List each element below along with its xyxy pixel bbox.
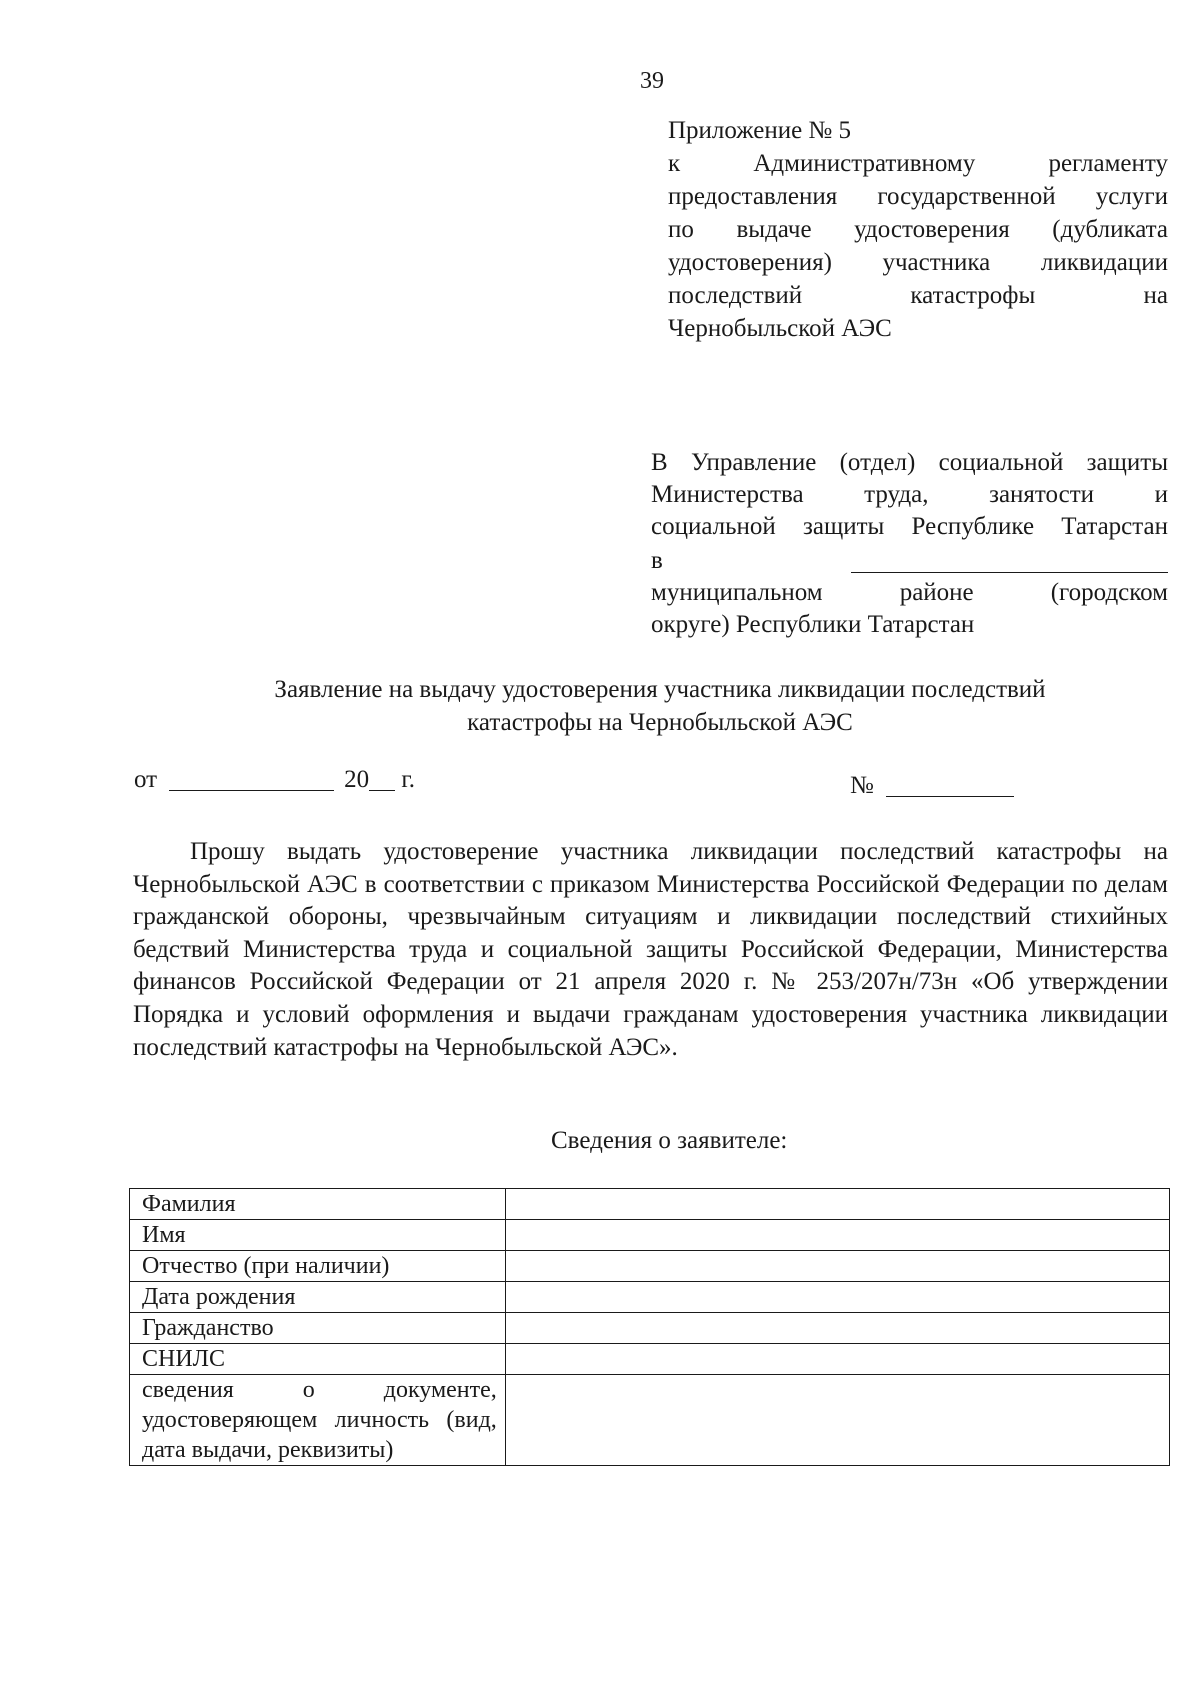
row-value-field[interactable] bbox=[505, 1251, 1169, 1282]
row-value-field[interactable] bbox=[505, 1220, 1169, 1251]
number-row bbox=[850, 772, 1014, 800]
year-prefix: 20 bbox=[344, 766, 370, 793]
row-label: сведения о документе, удостоверяющем личность (вид, дата выдачи, реквизиты) bbox=[130, 1375, 506, 1466]
table-row bbox=[130, 1189, 1170, 1220]
request-paragraph: Прошу выдать удостоверение участника ликвидации последствий катастрофы на Чернобыльской АЭС в соответствии с приказом Министерства Российской Федерации по делам гражданской обороны, чрезвычайным ситуациям и ликвидации последствий стихийных бедствий Министерства труда и социальной защиты Российской Федерации, Министерства финансов Российской Федерации от 21 апреля 2020 г. № 253/207н/73н «Об утверждении Порядка и условий оформления и выдачи гражданам удостоверения участника ликвидации последствий катастрофы на Чернобыльской АЭС». bbox=[133, 838, 1168, 1061]
appendix-line: Чернобыльской АЭС bbox=[668, 315, 892, 342]
applicant-table bbox=[129, 1188, 1170, 1466]
table-row bbox=[130, 1282, 1170, 1313]
recipient-line: социальной защиты Республике Татарстан bbox=[651, 513, 1168, 540]
date-blank-field[interactable] bbox=[169, 768, 334, 791]
table-row bbox=[130, 1344, 1170, 1375]
row-value-field[interactable] bbox=[505, 1282, 1169, 1313]
year-blank-field[interactable] bbox=[369, 768, 395, 791]
row-value-field[interactable] bbox=[505, 1375, 1169, 1466]
row-value-field[interactable] bbox=[505, 1313, 1169, 1344]
recipient-line: муниципальном районе (городском bbox=[651, 579, 1168, 606]
appendix-line: последствий катастрофы на bbox=[668, 282, 1168, 309]
row-value-field[interactable] bbox=[505, 1344, 1169, 1375]
recipient-line: округе) Республики Татарстан bbox=[651, 611, 975, 638]
row-label: Отчество (при наличии) bbox=[130, 1251, 506, 1282]
recipient-line: Министерства труда, занятости и bbox=[651, 481, 1168, 508]
municipality-blank-field[interactable] bbox=[851, 550, 1168, 573]
recipient-line: В Управление (отдел) социальной защиты bbox=[651, 449, 1168, 476]
document-title bbox=[200, 673, 1120, 739]
title-line: катастрофы на Чернобыльской АЭС bbox=[467, 709, 853, 736]
row-label: Фамилия bbox=[130, 1189, 506, 1220]
table-row bbox=[130, 1251, 1170, 1282]
appendix-line: удостоверения) участника ликвидации bbox=[668, 249, 1168, 276]
table-row bbox=[130, 1375, 1170, 1466]
page-number: 39 bbox=[640, 68, 664, 94]
number-label: № bbox=[850, 772, 874, 799]
appendix-line: по выдаче удостоверения (дубликата bbox=[668, 216, 1168, 243]
municipality-row bbox=[651, 543, 1168, 577]
from-label: от bbox=[134, 766, 158, 793]
municipality-prefix: в bbox=[651, 547, 663, 574]
number-blank-field[interactable] bbox=[886, 774, 1014, 797]
appendix-line: предоставления государственной услуги bbox=[668, 183, 1168, 210]
section-title: Сведения о заявителе: bbox=[551, 1127, 788, 1154]
appendix-line: Приложение № 5 bbox=[668, 117, 852, 144]
appendix-line: к Административному регламенту bbox=[668, 150, 1168, 177]
appendix-block bbox=[668, 114, 1168, 345]
row-label: Гражданство bbox=[130, 1313, 506, 1344]
title-line: Заявление на выдачу удостоверения участника ликвидации последствий bbox=[274, 676, 1046, 703]
row-label: СНИЛС bbox=[130, 1344, 506, 1375]
row-label: Дата рождения bbox=[130, 1282, 506, 1313]
recipient-block bbox=[651, 447, 1168, 641]
table-row bbox=[130, 1220, 1170, 1251]
row-value-field[interactable] bbox=[505, 1189, 1169, 1220]
table-row bbox=[130, 1313, 1170, 1344]
row-label: Имя bbox=[130, 1220, 506, 1251]
date-row bbox=[134, 766, 415, 794]
year-suffix: г. bbox=[395, 766, 416, 793]
